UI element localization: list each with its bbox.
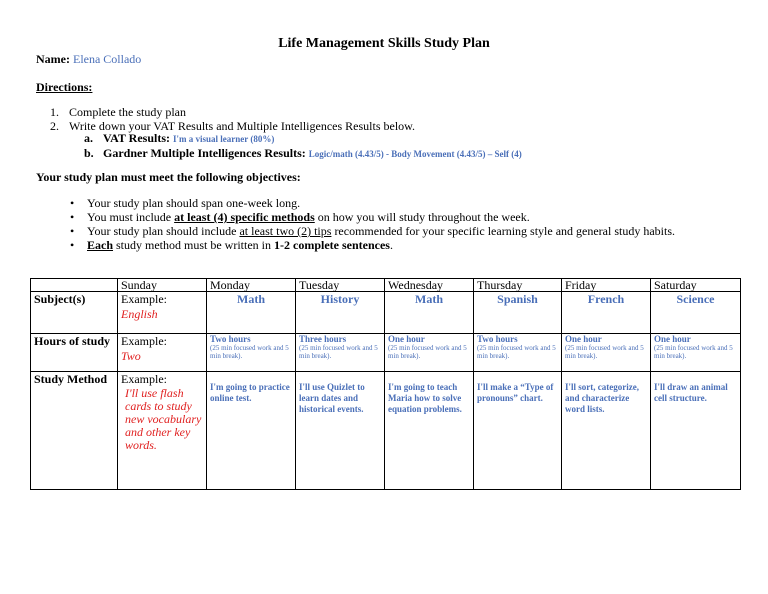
hours-value: One hour [654, 334, 691, 344]
hours-note: (25 min focused work and 5 min break). [210, 344, 289, 360]
subject-cell: Spanish [474, 292, 562, 334]
text-run: Your study plan should include [87, 224, 240, 238]
directions-heading: Directions: [36, 80, 93, 94]
text-run: on how you will study throughout the week. [314, 210, 530, 224]
method-text: I'll make a “Type of pronouns” chart. [477, 382, 554, 403]
hours-note: (25 min focused work and 5 min break). [654, 344, 733, 360]
method-text: I'll use Quizlet to learn dates and historical events. [299, 382, 365, 414]
header-cell-day: Thursday [474, 279, 562, 292]
text-run-underline: at least two (2) tips [239, 224, 332, 238]
row-label: Hours of study [31, 334, 118, 372]
method-text: I'm going to teach Maria how to solve equation problems. [388, 382, 462, 414]
subject-cell: History [296, 292, 385, 334]
header-cell-day: Tuesday [296, 279, 385, 292]
hours-cell [651, 334, 741, 372]
subject-cell: Math [385, 292, 474, 334]
text-run: . [389, 238, 393, 252]
list-item [70, 238, 675, 252]
document-title: Life Management Skills Study Plan [278, 36, 490, 51]
list-text [87, 224, 675, 238]
example-hours: Two [121, 349, 141, 363]
hours-note: (25 min focused work and 5 min break). [477, 344, 556, 360]
header-cell-empty [31, 279, 118, 292]
text-run: study method must be written in [113, 238, 275, 252]
objectives-heading: Your study plan must meet the following objectives: [36, 170, 301, 184]
example-label: Example: [121, 334, 167, 348]
table-row-subjects [31, 292, 741, 334]
example-label: Example: [121, 372, 167, 386]
name-value: Elena Collado [72, 52, 142, 66]
gardner-label: Gardner Multiple Intelligences Results: [103, 146, 306, 160]
subject-cell: Math [207, 292, 296, 334]
list-item [84, 146, 522, 161]
list-text [87, 210, 530, 224]
header-cell-day: Monday [207, 279, 296, 292]
row-label: Study Method [31, 372, 118, 490]
row-label: Subject(s) [31, 292, 118, 334]
method-cell [562, 372, 651, 490]
vat-value: I'm a visual learner (80%) [173, 134, 275, 144]
hours-cell [385, 334, 474, 372]
example-subject: English [121, 307, 158, 321]
hours-value: Three hours [299, 334, 347, 344]
text-run-emphasis: at least (4) specific methods [174, 210, 315, 224]
example-label: Example: [121, 292, 167, 306]
hours-value: One hour [565, 334, 602, 344]
text-run-bold: 1-2 complete sentences [274, 238, 390, 252]
bullet-glyph: • [70, 196, 75, 210]
hours-note: (25 min focused work and 5 min break). [388, 344, 467, 360]
hours-cell [296, 334, 385, 372]
list-item [50, 105, 415, 119]
list-text: Complete the study plan [69, 105, 186, 119]
text-run: You must include [87, 210, 175, 224]
hours-value: One hour [388, 334, 425, 344]
hours-note: (25 min focused work and 5 min break). [299, 344, 378, 360]
hours-cell [562, 334, 651, 372]
hours-cell [474, 334, 562, 372]
method-cell [651, 372, 741, 490]
table-row-hours [31, 334, 741, 372]
method-cell [296, 372, 385, 490]
method-text: I'll draw an animal cell structure. [654, 382, 728, 403]
table-row-methods [31, 372, 741, 490]
name-label: Name: [36, 52, 70, 66]
header-cell-day: Sunday [118, 279, 207, 292]
list-text: Your study plan should span one-week long. [87, 196, 301, 210]
list-item [70, 196, 675, 210]
header-cell-day: Wednesday [385, 279, 474, 292]
name-line [36, 52, 141, 67]
list-letter: a. [84, 131, 93, 145]
method-text: I'll sort, categorize, and characterize word lists. [565, 382, 639, 414]
method-cell [207, 372, 296, 490]
subject-cell: Science [651, 292, 741, 334]
method-text: I'm going to practice online test. [210, 382, 290, 403]
study-plan-table [30, 278, 741, 490]
subject-cell: French [562, 292, 651, 334]
vat-label: VAT Results: [103, 131, 171, 145]
list-letter: b. [84, 146, 94, 160]
header-cell-day: Friday [562, 279, 651, 292]
text-run: recommended for your specific learning style and general study habits. [331, 224, 675, 238]
list-number: 1. [50, 105, 59, 119]
objectives-list [70, 196, 675, 252]
example-cell [118, 334, 207, 372]
example-method: I'll use flash cards to study new vocabulary and other key words. [125, 386, 202, 452]
header-cell-day: Saturday [651, 279, 741, 292]
list-number: 2. [50, 119, 59, 133]
bullet-glyph: • [70, 238, 75, 252]
example-cell [118, 372, 207, 490]
hours-value: Two hours [477, 334, 518, 344]
list-item [84, 131, 522, 146]
method-cell [474, 372, 562, 490]
results-list [84, 131, 522, 161]
gardner-value: Logic/math (4.43/5) - Body Movement (4.43/5) – Self (4) [308, 149, 522, 159]
hours-cell [207, 334, 296, 372]
example-cell [118, 292, 207, 334]
bullet-glyph: • [70, 224, 75, 238]
hours-note: (25 min focused work and 5 min break). [565, 344, 644, 360]
list-text [87, 238, 393, 252]
text-run-emphasis: Each [87, 238, 114, 252]
list-text: Write down your VAT Results and Multiple Intelligences Results below. [69, 119, 416, 133]
directions-list [50, 105, 415, 133]
hours-value: Two hours [210, 334, 251, 344]
method-cell [385, 372, 474, 490]
table-header-row [31, 279, 741, 292]
bullet-glyph: • [70, 210, 75, 224]
list-item [70, 224, 675, 238]
list-item [70, 210, 675, 224]
